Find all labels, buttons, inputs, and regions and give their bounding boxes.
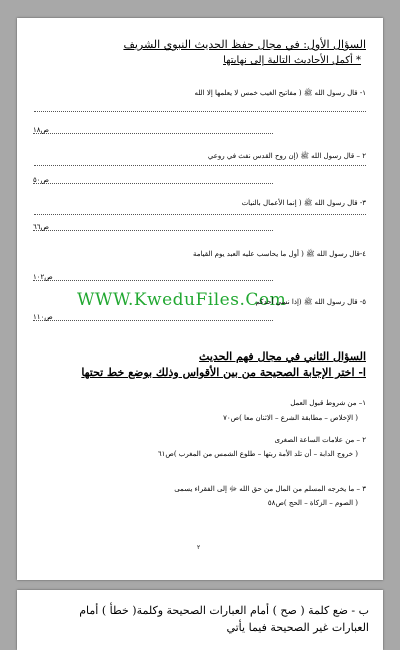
page-ref: ص٥٠ [33,176,49,184]
mcq-question-1: ١– من شروط قبول العمل [290,399,366,407]
watermark: WWW.KweduFiles.Com [77,290,287,310]
page-ref: ص١١٠ [33,313,53,321]
page-ref: ص١٠٢ [33,273,53,281]
mcq-options-3: ( الصوم – الزكاة – الحج )ص٥٨ [267,499,358,507]
hadith-item-4: ٤-قال رسول الله ﷺ ( أول ما يحاسب عليه العبد يوم القيامة [193,250,366,258]
answer-line [33,320,273,321]
answer-line [34,111,366,112]
hadith-item-1: ١- قال رسول الله ﷺ ( مفاتيح الغيب خمس لا يعلمها إلا الله [194,89,366,97]
page-ref: ص١٨ [33,126,49,134]
answer-line [33,230,273,231]
answer-line [33,133,273,134]
hadith-item-5: ٥- قال رسول الله ﷺ (إذا نسي أحدكم [255,298,366,306]
section-b-line2: العبارات غير الصحيحة فيما يأتي [226,621,369,634]
mcq-question-3: ٣ – ما يخرجه المسلم من المال من حق الله ﷻ إلى الفقراء يسمى [174,485,366,493]
worksheet-page [17,18,383,580]
page-ref: ص٦٦ [33,223,49,231]
page-number: ٢ [197,544,201,551]
hadith-item-2: ٢ – قال رسول الله ﷺ (إن روح القدس نفث في روعي [207,152,366,160]
section1-title: السؤال الأول: في مجال حفظ الحديث النبوي الشريف [123,38,366,51]
worksheet-page-next [17,590,383,650]
mcq-question-2: ٢ – من علامات الساعة الصغرى [274,436,366,444]
answer-line [33,183,273,184]
mcq-options-2: ( خروج الدابة – أن تلد الأمة ربتها – طلوع الشمس من المغرب )ص٦١ [157,450,358,458]
section2-title: السؤال الثاني في مجال فهم الحديث [199,350,366,363]
section2-instruction: ا- اختر الإجابة الصحيحة من بين الأقواس وذلك بوضع خط تحتها [81,366,366,379]
section-b-line1: ب - ضع كلمة ( صح ) أمام العبارات الصحيحة وكلمة( خطأ ) أمام [79,604,369,617]
answer-line [34,214,366,215]
answer-line [33,280,273,281]
section1-instruction: * أكمل الأحاديث التالية إلى نهايتها [223,55,361,66]
hadith-item-3: ٣- قال رسول الله ﷺ ( إنما الأعمال بالنيات [241,199,366,207]
mcq-options-1: ( الإخلاص – مطابقة الشرع – الاثنان معا )ص٧٠ [223,414,358,422]
answer-line [34,165,366,166]
